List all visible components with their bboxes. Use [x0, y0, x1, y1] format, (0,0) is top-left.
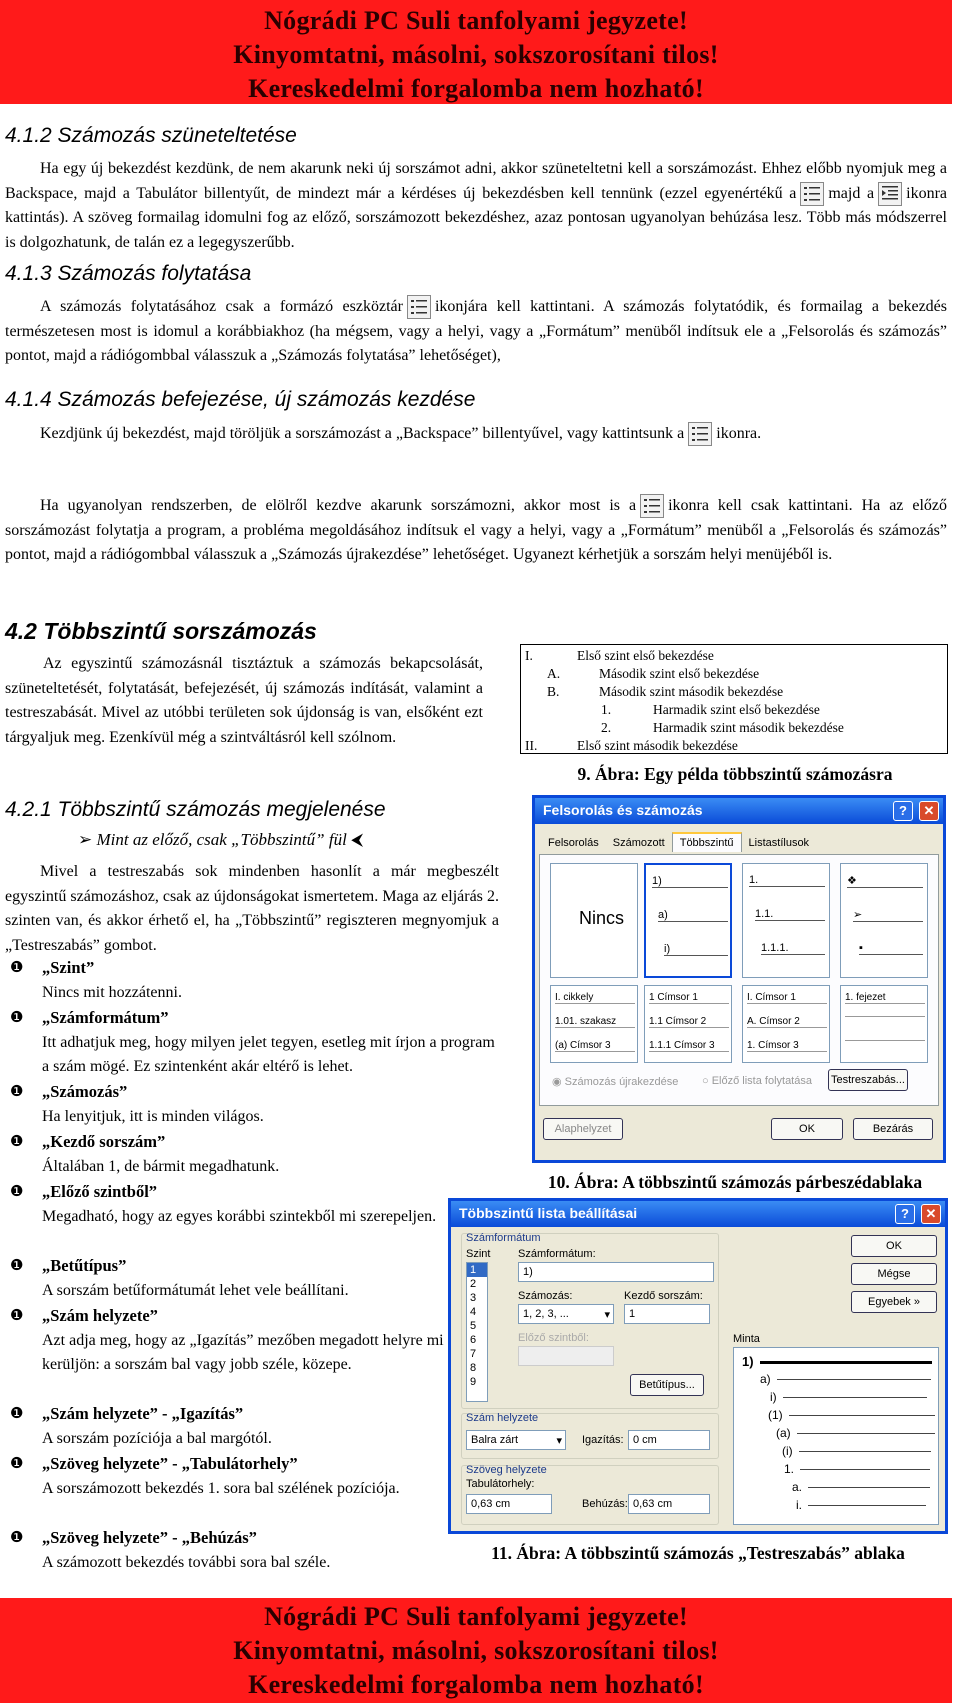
gallery-label: i)	[664, 943, 728, 956]
arrow-left-icon: ⮜	[346, 830, 364, 849]
format-label: Számformátum:	[518, 1248, 596, 1260]
heading-4-1-4: 4.1.4 Számozás befejezése, új számozás kezdése	[5, 388, 476, 411]
number-format-group	[461, 1233, 719, 1409]
alignment-select[interactable]	[466, 1430, 566, 1450]
gallery-option[interactable]	[550, 985, 638, 1063]
bullet-icon: ❶	[10, 958, 24, 976]
gallery-label: 1.01. szakasz	[555, 1016, 635, 1028]
gallery-label: I. cikkely	[555, 992, 635, 1004]
radio-restart[interactable]: ◉ Számozás újrakezdése	[552, 1076, 679, 1088]
increase-indent-icon[interactable]	[878, 182, 902, 206]
radio-label: Előző lista folytatása	[711, 1075, 812, 1087]
gallery-option[interactable]	[742, 985, 830, 1063]
font-button[interactable]: Betűtípus...	[630, 1374, 704, 1396]
bullet-icon: ❶	[10, 1404, 24, 1422]
para-text: majd a	[828, 184, 875, 202]
bullet-icon: ❶	[10, 1528, 24, 1546]
bullet-item	[42, 1452, 498, 1501]
paragraph-4-2: Az egyszintű számozásnál tisztáztuk a számozás bekapcsolását, szüneteltetését, folytatását, befejezését, új számozás indítását, valamint a testreszabását. Mivel az utóbbi területen sok újdonság is van, elsőként ezt tárgyaljuk meg. Ezenkívül még a szintváltásról kell szólnom.	[5, 655, 483, 746]
gallery-option[interactable]	[840, 985, 928, 1063]
preview-item	[792, 1480, 930, 1494]
preview-line	[783, 1397, 927, 1398]
bullet-text: Általában 1, de bármit megadhatunk.	[42, 1158, 280, 1175]
bullet-icon: ❶	[10, 1454, 24, 1472]
bullet-item	[42, 1180, 498, 1229]
preview-label: Minta	[733, 1333, 760, 1345]
level-item[interactable]: 2	[470, 1278, 477, 1290]
close-icon[interactable]: ✕	[919, 801, 939, 821]
tab-panel	[539, 854, 939, 1106]
bullet-title: „Szöveg helyzete” - „Tabulátorhely”	[42, 1454, 298, 1473]
level-item[interactable]: 5	[470, 1320, 477, 1332]
figure-10-caption: 10. Ábra: A többszintű számozás párbeszédablaka	[547, 1172, 923, 1192]
bullet-text: A sorszámozott bekezdés 1. sora bal szélének pozíciója.	[42, 1480, 400, 1497]
tab-strip	[541, 832, 816, 852]
preview-item	[796, 1498, 926, 1512]
level-item[interactable]: 6	[470, 1334, 477, 1346]
level-item[interactable]: 4	[470, 1306, 477, 1318]
paragraph-4-1-2	[5, 157, 947, 255]
group-label: Szöveg helyzete	[466, 1464, 547, 1476]
bullet-text: Megadható, hogy az egyes korábbi szintekből mi szerepeljen.	[42, 1208, 437, 1225]
level-item[interactable]: 7	[470, 1348, 477, 1360]
dialog-titlebar	[535, 798, 943, 824]
banner-line-3: Kereskedelmi forgalomba nem hozható!	[248, 74, 704, 103]
banner-line-1: Nógrádi PC Suli tanfolyami jegyzete!	[264, 1602, 688, 1631]
level-item[interactable]: 3	[470, 1292, 477, 1304]
heading-4-1-2: 4.1.2 Számozás szüneteltetése	[5, 124, 297, 147]
bullet-item	[42, 1526, 498, 1575]
help-icon[interactable]: ?	[893, 801, 913, 821]
para-text: ikonra kell csak kattintani. Ha az előző sorszámozást folytatja a program, a probléma megoldásához indítsuk el vagy a helyi, vagy a „Formátum” menüből a „Felsorolás és számozás” pontot, majd a rádiógombbal válasszuk a „Számozás újrakezdése” lehetőséget. Ugyanezt kérhetjük a sorszám helyi menüjéből is.	[5, 497, 948, 563]
preview-number: (1)	[768, 1408, 783, 1422]
group-label: Számformátum	[466, 1232, 541, 1244]
list-num: B.	[547, 684, 560, 699]
tab-stop-input[interactable]: 0,63 cm	[466, 1494, 552, 1514]
number-position-group	[461, 1413, 719, 1459]
para-text: Ha ugyanolyan rendszerben, de elölről kezdve akarunk sorszámozni, akkor most is a	[40, 497, 637, 514]
bullet-text: A sorszám betűformátumát lehet vele beállítani.	[42, 1282, 349, 1299]
top-banner	[0, 0, 952, 104]
bullet-icon: ❶	[10, 1082, 24, 1100]
preview-number: i)	[770, 1390, 777, 1404]
gallery-label: ➢	[853, 908, 923, 922]
preview-line	[808, 1505, 926, 1506]
bullet-item	[42, 1006, 498, 1079]
list-text: Második szint második bekezdése	[599, 684, 784, 699]
aligned-at-input[interactable]: 0 cm	[628, 1430, 710, 1450]
gallery-label: 1.	[749, 874, 825, 887]
ok-button[interactable]: OK	[851, 1235, 937, 1257]
preview-item	[770, 1390, 927, 1404]
help-icon[interactable]: ?	[895, 1204, 915, 1224]
bullet-title: „Szám helyzete” - „Igazítás”	[42, 1404, 244, 1423]
numbering-icon[interactable]	[688, 422, 712, 446]
preview-number: 1)	[742, 1354, 754, 1369]
gallery-label: 1.1.1 Címsor 3	[649, 1040, 729, 1052]
dialog-title: Felsorolás és számozás	[543, 802, 703, 818]
tab-multilevel[interactable]: Többszintű	[672, 832, 742, 852]
gallery-label: 1)	[652, 875, 728, 888]
bullet-text: Azt adja meg, hogy az „Igazítás” mezőben megadott helyre mi kerüljön: a sorszám bal vagy jobb széle, közepe.	[42, 1332, 444, 1373]
prev-level-select[interactable]	[518, 1346, 614, 1366]
gallery-option[interactable]	[644, 863, 732, 978]
multilevel-customize-dialog	[448, 1198, 948, 1534]
gallery-option[interactable]	[742, 863, 830, 978]
start-label: Kezdő sorszám:	[624, 1290, 703, 1302]
preview-line	[800, 1469, 930, 1470]
radio-continue[interactable]: ○ Előző lista folytatása	[702, 1075, 812, 1087]
close-icon[interactable]: ✕	[921, 1204, 941, 1224]
heading-4-1-3: 4.1.3 Számozás folytatása	[5, 262, 252, 285]
arrow-right-icon: ➢	[78, 830, 97, 849]
gallery-label	[845, 1040, 925, 1041]
banner-line-2: Kinyomtatni, másolni, sokszorosítani tilos!	[233, 1636, 719, 1665]
bullet-icon: ❶	[10, 1306, 24, 1324]
bullet-icon: ❶	[10, 1008, 24, 1026]
indent-label: Behúzás:	[582, 1498, 628, 1510]
bullet-text: Nincs mit hozzátenni.	[42, 984, 182, 1001]
bullet-title: „Számozás”	[42, 1082, 128, 1101]
preview-line	[808, 1487, 930, 1488]
level-item[interactable]: 1	[467, 1263, 487, 1277]
bullet-item	[42, 956, 498, 1005]
para-text: ikonra kattintás). A szöveg formailag idomulni fog az előző, sorszámozott bekezdéshez, azaz pontosan ugyanolyan behúzása lesz. Több más módszerrel is dolgozhatunk, de talán ez a legegyszerűbb.	[5, 184, 948, 251]
cancel-button[interactable]: Mégse	[851, 1263, 937, 1285]
number-format-input[interactable]: 1)	[518, 1262, 714, 1282]
list-num: A.	[547, 666, 561, 681]
bullet-title: „Szám helyzete”	[42, 1306, 158, 1325]
preview-item	[760, 1372, 931, 1386]
bullet-item	[42, 1304, 498, 1377]
para-text: ikonjára kell kattintani. A számozás folytatódik, és formailag a bekezdés természetesen most is idomul a korábbiakhoz (ha mégsem, vagy a helyi, vagy a „Formátum” menüből indítsuk ele a „Felsorolás és számozás” pontot, majd a rádiógombbal válasszuk a „Számozás folytatása” lehetőséget),	[5, 298, 948, 364]
paragraph-4-2-1: Mivel a testreszabás sok mindenben hasonlít a már megbeszélt egyszintű számozáshoz, csak az újdonságokat ismertetem. Maga az eljárás 2. szinten van, és akkor érhető el, ha „Többszintű” regiszteren megnyomjuk a „Testreszabás” gombot.	[5, 863, 499, 954]
gallery-label: a)	[658, 909, 728, 922]
list-text: Harmadik szint első bekezdése	[653, 702, 820, 717]
bullet-title: „Szint”	[42, 958, 95, 977]
gallery-label: (a) Címsor 3	[555, 1040, 635, 1052]
list-text: Első szint első bekezdése	[577, 648, 714, 663]
bullet-icon: ❶	[10, 1182, 24, 1200]
heading-4-2-1: 4.2.1 Többszintű számozás megjelenése	[5, 798, 386, 821]
preview-item	[776, 1426, 935, 1440]
preview-line	[797, 1433, 935, 1434]
numbering-select[interactable]	[518, 1304, 614, 1324]
gallery-option[interactable]	[840, 863, 928, 978]
gallery-option[interactable]	[644, 985, 732, 1063]
preview-number: 1.	[784, 1462, 795, 1476]
radio-label: Számozás újrakezdése	[564, 1076, 679, 1088]
dialog-title: Többszintű lista beállításai	[459, 1205, 638, 1221]
reset-button[interactable]: Alaphelyzet	[543, 1118, 623, 1140]
numbering-value: 1, 2, 3, ...	[523, 1308, 569, 1320]
close-button[interactable]: Bezárás	[853, 1118, 933, 1140]
group-label: Szám helyzete	[466, 1412, 539, 1424]
list-text: Harmadik szint második bekezdése	[653, 720, 844, 735]
preview-line	[760, 1361, 932, 1364]
preview-line	[799, 1451, 931, 1452]
dialog-titlebar	[451, 1201, 945, 1227]
numbering-icon[interactable]	[800, 182, 824, 206]
more-button[interactable]: Egyebek »	[851, 1291, 937, 1313]
gallery-label: 1. Címsor 3	[747, 1040, 827, 1052]
alignment-value: Balra zárt	[471, 1434, 519, 1446]
gallery-label: 1.1.	[755, 908, 825, 921]
para-text: ikonra.	[716, 425, 762, 442]
start-at-input[interactable]: 1	[624, 1304, 710, 1324]
ok-button[interactable]: OK	[771, 1118, 843, 1140]
bullets-numbering-dialog	[532, 795, 946, 1163]
list-num: 2.	[601, 720, 612, 735]
gallery-label: 1.1 Címsor 2	[649, 1016, 729, 1028]
preview-item	[768, 1408, 935, 1422]
gallery-label	[845, 1016, 925, 1017]
note-text: Mint az előző, csak „Többszintű” fül	[96, 830, 347, 849]
banner-line-1: Nógrádi PC Suli tanfolyami jegyzete!	[264, 6, 688, 35]
gallery-label: 1 Címsor 1	[649, 992, 729, 1004]
para-text: Ha egy új bekezdést kezdünk, de nem akarunk neki új sorszámot adni, akkor szüneteltetni kell a sorszámozást. Ehhez előbb nyomjuk meg a Backspace, majd a Tabulátor billentyűt, de mindezt már a kérdéses új bekezdésben kell tennünk (ezzel egyenértékű a	[5, 160, 947, 202]
indent-input[interactable]: 0,63 cm	[628, 1494, 710, 1514]
bottom-banner	[0, 1598, 952, 1703]
gallery-label: A. Címsor 2	[747, 1016, 827, 1028]
paragraph-4-1-3	[5, 295, 947, 369]
preview-number: i.	[796, 1498, 802, 1512]
tab-list-styles[interactable]: Listastílusok	[748, 837, 810, 849]
bullet-item	[42, 1254, 498, 1303]
heading-4-2: 4.2 Többszintű sorszámozás	[5, 618, 317, 644]
bullet-icon: ❶	[10, 1256, 24, 1274]
paragraph-4-1-4-b	[5, 494, 947, 568]
preview-box	[733, 1347, 939, 1525]
level-label: Szint	[466, 1248, 491, 1260]
bullet-item	[42, 1080, 498, 1129]
preview-line	[777, 1379, 931, 1380]
preview-item	[782, 1444, 931, 1458]
numbering-icon[interactable]	[407, 295, 431, 319]
list-num: II.	[525, 738, 538, 753]
bullet-text: Ha lenyitjuk, itt is minden világos.	[42, 1108, 264, 1125]
bullet-icon: ❶	[10, 1132, 24, 1150]
gallery-label: ▪	[859, 942, 923, 955]
bullet-item	[42, 1402, 498, 1451]
bullet-text: Itt adhatjuk meg, hogy milyen jelet tegyen, esetleg mit írjon a program a szám mögé. Ez szintenként akár eltérő is lehet.	[42, 1034, 495, 1075]
preview-number: (a)	[776, 1426, 791, 1440]
list-num: 1.	[601, 702, 612, 717]
bullet-text: A sorszám pozíciója a bal margótól.	[42, 1430, 272, 1447]
note-line	[78, 830, 363, 850]
list-num: I.	[525, 648, 533, 663]
numbering-icon[interactable]	[640, 494, 664, 518]
numbering-label: Számozás:	[518, 1290, 573, 1302]
tab-bullets[interactable]: Felsorolás	[548, 837, 599, 849]
para-text: Kezdjünk új bekezdést, majd töröljük a sorszámozást a „Backspace” billentyűvel, vagy kattintsunk a	[40, 425, 685, 442]
preview-number: a.	[792, 1480, 803, 1494]
customize-button[interactable]: Testreszabás...	[828, 1069, 908, 1091]
bullet-title: „Számformátum”	[42, 1008, 169, 1027]
tab-numbered[interactable]: Számozott	[612, 837, 665, 849]
aligned-at-label: Igazítás:	[582, 1434, 624, 1446]
level-item[interactable]: 9	[470, 1376, 477, 1388]
tab-stop-label: Tabulátorhely:	[466, 1478, 535, 1490]
list-text: Második szint első bekezdése	[599, 666, 760, 681]
bullet-title: „Előző szintből”	[42, 1182, 158, 1201]
figure-9-caption: 9. Ábra: Egy példa többszintű számozásra	[577, 764, 893, 784]
preview-number: a)	[760, 1372, 771, 1386]
level-item[interactable]: 8	[470, 1362, 477, 1374]
para-text: A számozás folytatásához csak a formázó eszköztár	[40, 298, 403, 315]
preview-number: (i)	[782, 1444, 793, 1458]
banner-line-2: Kinyomtatni, másolni, sokszorosítani tilos!	[233, 40, 719, 69]
bullet-title: „Betűtípus”	[42, 1256, 127, 1275]
text-position-group	[461, 1465, 719, 1525]
bullet-text: A számozott bekezdés további sora bal széle.	[42, 1554, 331, 1571]
prev-level-label: Előző szintből:	[518, 1332, 589, 1344]
gallery-label: 1.1.1.	[761, 942, 825, 955]
gallery-label: 1. fejezet	[845, 992, 925, 1004]
none-label: Nincs	[579, 908, 625, 928]
list-text: Első szint második bekezdése	[577, 738, 738, 753]
gallery-none[interactable]	[550, 863, 638, 978]
preview-item	[784, 1462, 930, 1476]
bullet-title: „Kezdő sorszám”	[42, 1132, 166, 1151]
chevron-down-icon: ▾	[556, 1435, 562, 1447]
gallery-label: I. Címsor 1	[747, 992, 827, 1004]
preview-line	[789, 1415, 935, 1416]
gallery-label: ❖	[847, 874, 923, 888]
banner-line-3: Kereskedelmi forgalomba nem hozható!	[248, 1670, 704, 1699]
bullet-title: „Szöveg helyzete” - „Behúzás”	[42, 1528, 257, 1547]
figure-11-caption: 11. Ábra: A többszintű számozás „Testreszabás” ablaka	[491, 1543, 905, 1563]
chevron-down-icon: ▾	[604, 1309, 610, 1321]
paragraph-4-1-4-a	[5, 422, 947, 447]
level-list[interactable]	[466, 1262, 488, 1402]
bullet-item	[42, 1130, 498, 1179]
preview-item	[742, 1354, 932, 1369]
example-multilevel-list	[520, 644, 948, 754]
